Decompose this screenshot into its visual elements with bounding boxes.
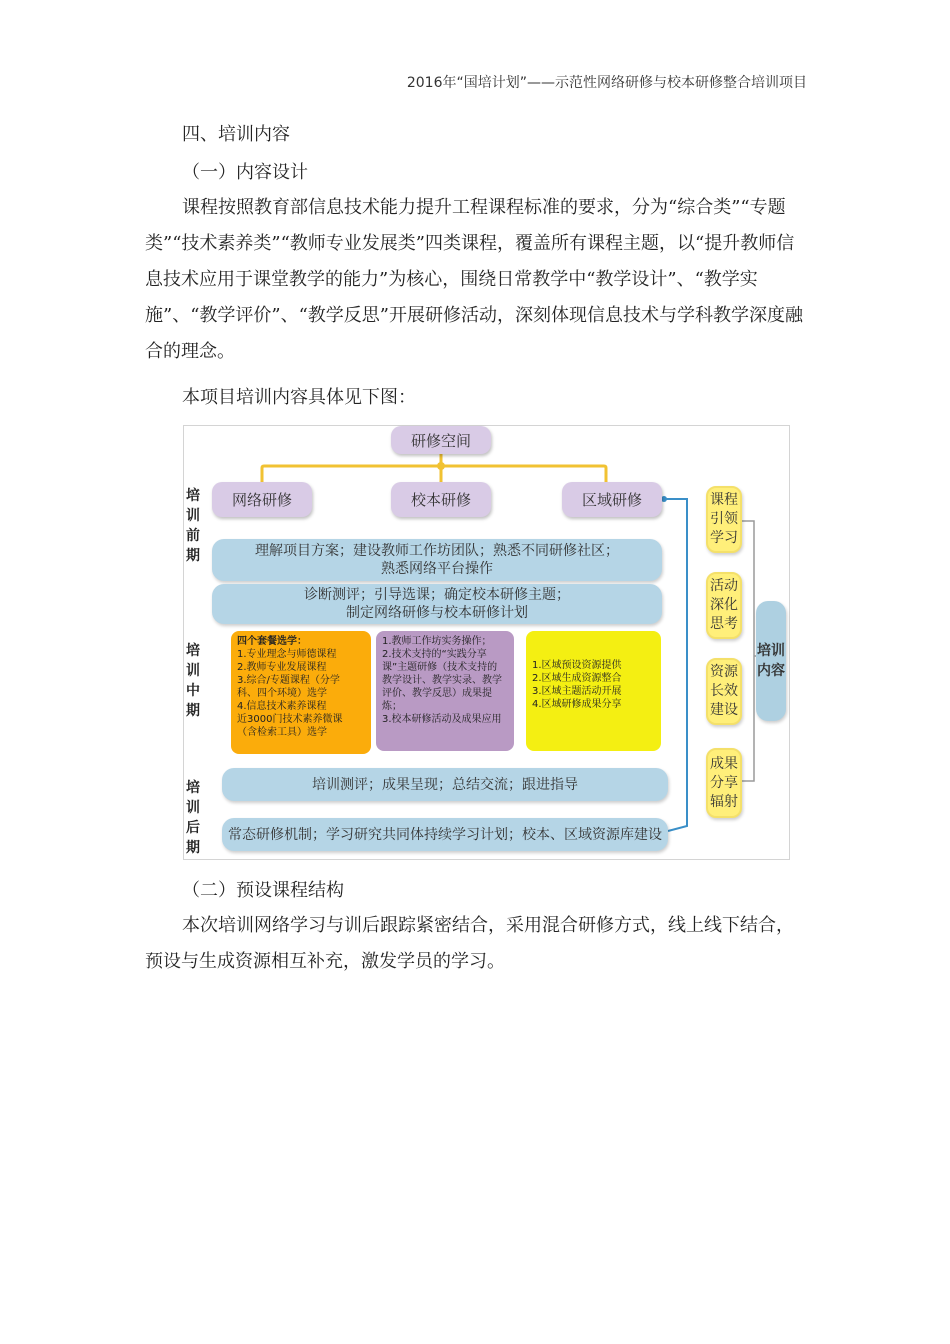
card-activity-deepen: 活动深化思考 bbox=[706, 572, 742, 639]
yellow-line: 4.区域研修成果分享 bbox=[532, 699, 622, 710]
orange-line: （含检索工具）选学 bbox=[237, 727, 327, 738]
training-content-diagram bbox=[183, 425, 790, 860]
orange-line: 科、四个环境）选学 bbox=[237, 688, 327, 699]
pre-stage-row-2-line2: 制定网络研修与校本研修计划 bbox=[346, 605, 528, 621]
pre-stage-row-1-line1: 理解项目方案；建设教师工作坊团队；熟悉不同研修社区； bbox=[255, 543, 619, 559]
phase-mid-label: 培训中期 bbox=[186, 643, 200, 719]
subsection-heading-1: （一）内容设计 bbox=[182, 162, 308, 183]
regional-research-box: 区域研修 bbox=[562, 482, 662, 517]
yellow-regional-box bbox=[526, 631, 661, 751]
phase-post-label: 培训后期 bbox=[186, 780, 200, 856]
pre-stage-row-1 bbox=[212, 539, 662, 581]
orange-title: 四个套餐选学： bbox=[237, 636, 307, 647]
card-resource-build: 资源长效建设 bbox=[706, 658, 742, 725]
purple-line: 炼； bbox=[382, 701, 402, 712]
purple-line: 1.教师工作坊实务操作； bbox=[382, 636, 492, 647]
phase-pre-label: 培训前期 bbox=[186, 488, 200, 564]
pre-stage-row-2-line1: 诊断测评；引导选课；确定校本研修主题； bbox=[304, 587, 570, 603]
orange-line: 近3000门技术素养微课 bbox=[237, 714, 343, 725]
school-research-box: 校本研修 bbox=[391, 482, 491, 517]
post-stage-row-2: 常态研修机制；学习研究共同体持续学习计划；校本、区域资源库建设 bbox=[222, 818, 668, 851]
paragraph-content-design: 课程按照教育部信息技术能力提升工程课程标准的要求，分为“综合类”“专题类”“技术素养类”“教师专业发展类”四类课程，覆盖所有课程主题，以“提升教师信息技术应用于课堂教学的能力”为核心，围绕日常教学中“教学设计”、“教学实施”、“教学评价”、“教学反思”开展研修活动，深刻体现信息技术与学科教学深度融合的理念。 bbox=[145, 197, 804, 362]
yellow-line: 1.区域预设资源提供 bbox=[532, 660, 622, 671]
purple-line: 评价、教学反思）成果提 bbox=[382, 688, 492, 699]
yellow-line: 2.区域生成资源整合 bbox=[532, 673, 622, 684]
orange-course-box bbox=[231, 631, 371, 754]
purple-line: 课”主题研修（技术支持的 bbox=[382, 662, 498, 673]
research-space-box: 研修空间 bbox=[391, 426, 491, 454]
paragraph-course-structure: 本次培训网络学习与训后跟踪紧密结合，采用混合研修方式，线上线下结合，预设与生成资源相互补充，激发学员的学习。 bbox=[145, 915, 794, 972]
pre-stage-row-2 bbox=[212, 584, 662, 624]
page-header: 2016年“国培计划”——示范性网络研修与校本研修整合培训项目 bbox=[406, 75, 807, 91]
training-content-label: 培训内容 bbox=[756, 601, 786, 721]
yellow-line: 3.区域主题活动开展 bbox=[532, 686, 622, 697]
purple-line: 教学设计、教学实录、教学 bbox=[382, 675, 502, 686]
orange-line: 1.专业理念与师德课程 bbox=[237, 649, 337, 660]
card-course-lead: 课程引领学习 bbox=[706, 486, 742, 553]
subsection-heading-2: （二）预设课程结构 bbox=[182, 880, 344, 901]
purple-line: 3.校本研修活动及成果应用 bbox=[382, 714, 502, 725]
diagram-intro: 本项目培训内容具体见下图： bbox=[182, 387, 416, 408]
orange-line: 4.信息技术素养课程 bbox=[237, 701, 327, 712]
card-outcome-share: 成果分享辐射 bbox=[706, 748, 742, 818]
section-heading: 四、培训内容 bbox=[182, 124, 290, 145]
pre-stage-row-1-line2: 熟悉网络平台操作 bbox=[381, 561, 493, 577]
network-research-box: 网络研修 bbox=[212, 482, 312, 517]
purple-school-box bbox=[376, 631, 514, 751]
post-stage-row-1: 培训测评；成果呈现；总结交流；跟进指导 bbox=[222, 768, 668, 801]
purple-line: 2.技术支持的“实践分享 bbox=[382, 649, 487, 660]
orange-line: 3.综合/专题课程（分学 bbox=[237, 675, 340, 686]
orange-line: 2.教师专业发展课程 bbox=[237, 662, 327, 673]
